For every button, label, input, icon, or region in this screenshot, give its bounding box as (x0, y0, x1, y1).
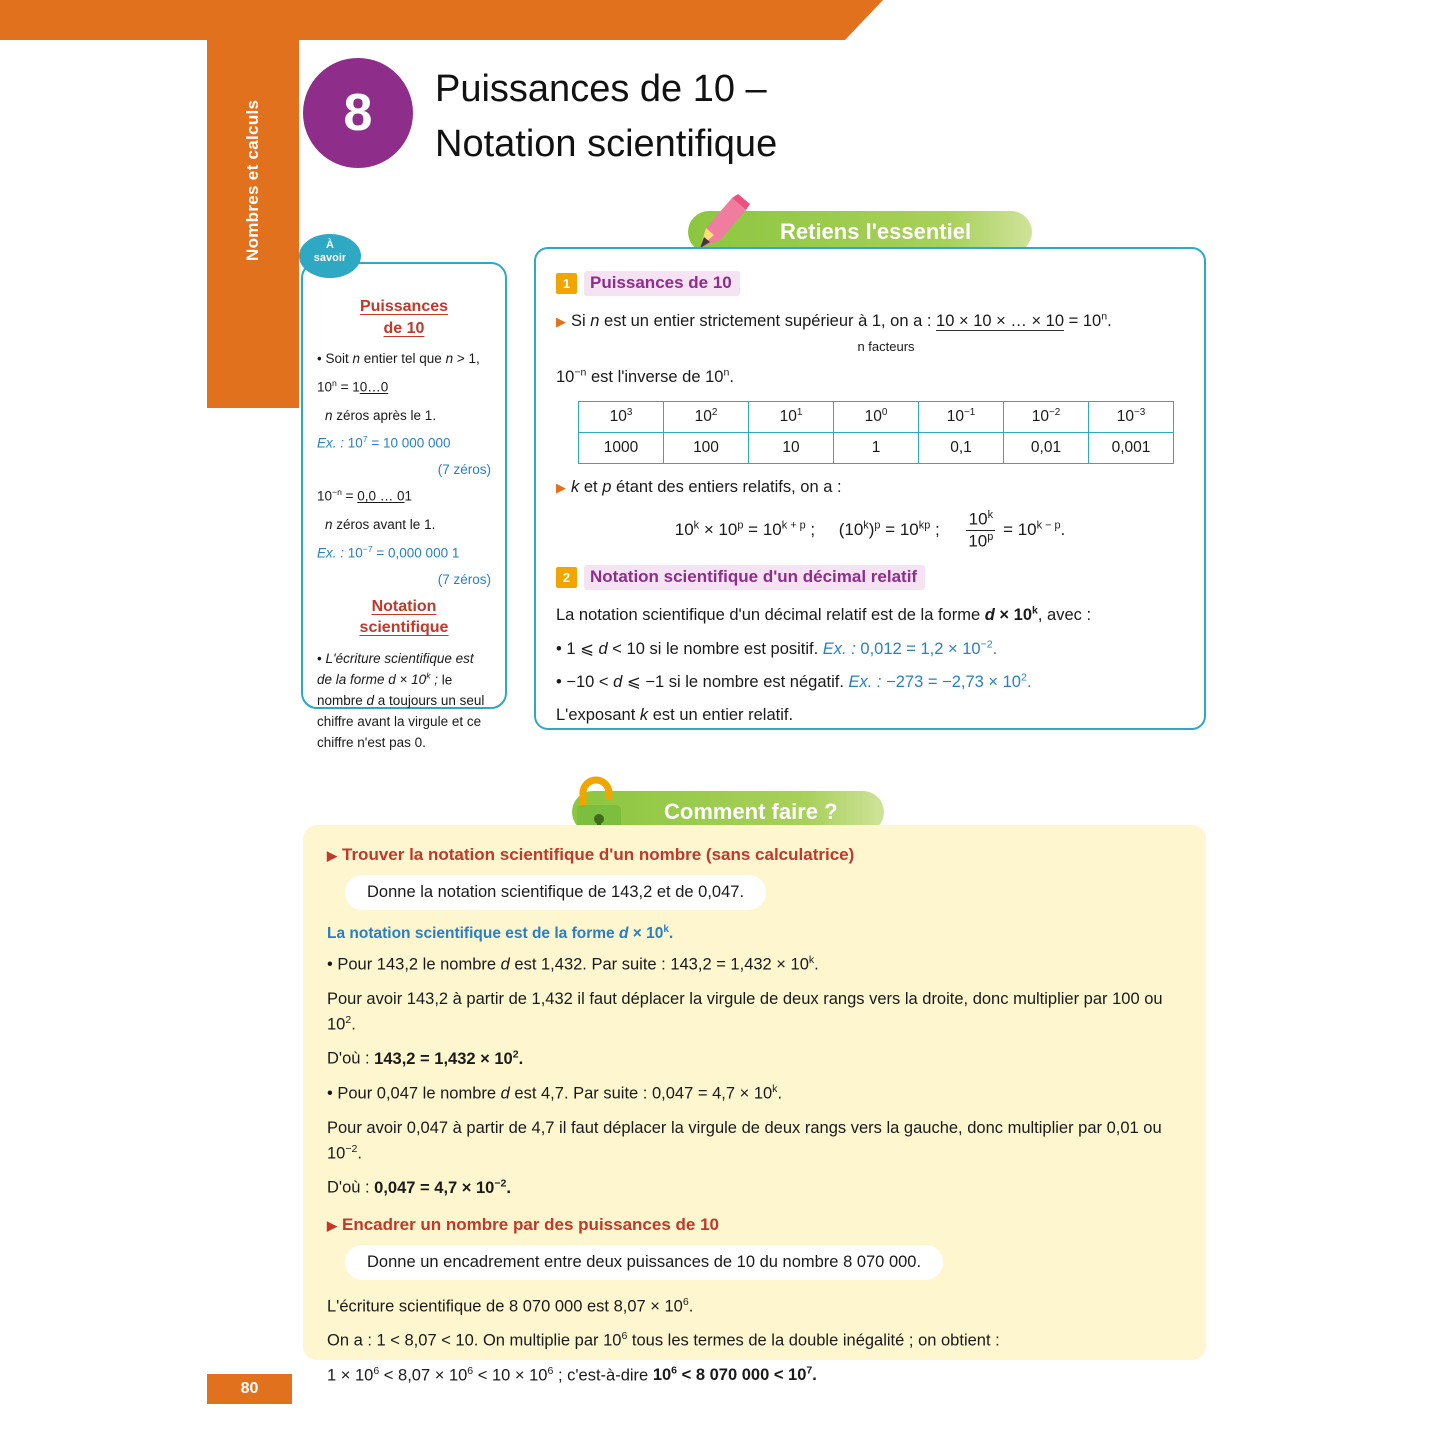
top-orange-banner (0, 0, 845, 40)
essentiel-card (534, 247, 1206, 730)
table-cell: 1000 (579, 432, 664, 463)
side-tab-label: Nombres et calculs (243, 99, 262, 261)
cf-item1-p2: Pour avoir 143,2 à partir de 1,432 il faut déplacer la virgule de deux rangs vers la droite, donc multiplier par 100 ou $10^2$. (327, 989, 1163, 1034)
savoir-p2: $10^n$ = 10…0 (317, 378, 389, 395)
cf-item1-p6: D'où : $0,047 = 4,7 \times 10^{-2}$. (327, 1177, 511, 1197)
savoir-p6: • L'écriture scientifique est de la forme $d \times 10^k$ ; le nombre d a toujours un seul chiffre avant la virgule et ce chiffre n'est pas 0. (317, 650, 485, 751)
cf-item2-p3: $1 \times 10^6 < 8,07 \times 10^6 < 10 \times 10^6$ ; c'est-à-dire $10^6 < 8$ 070 $000 < 10^7$. (327, 1364, 817, 1385)
page-number: 80 (207, 1374, 292, 1404)
section-2-title: Notation scientifique d'un décimal relatif (584, 565, 925, 590)
arrow-bullet-icon: ▶ (556, 314, 566, 329)
cf-item2-question: Donne un encadrement entre deux puissances de 10 du nombre 8 070 000. (345, 1245, 943, 1280)
page-title-line1: Puissances de 10 – (435, 68, 767, 110)
cf-item1-question: Donne la notation scientifique de 143,2 et de 0,047. (345, 875, 766, 910)
section-2-line-2: • 1 ⩽ d < 10 si le nombre est positif. Ex. : $0,012 = 1,2 \times 10^{-2}$. (556, 638, 998, 658)
table-row-values (579, 432, 1174, 463)
cf-item1-heading: ▶ Trouver la notation scientifique d'un nombre (sans calculatrice) (327, 845, 855, 864)
section-2-header (556, 565, 1184, 590)
brace-label: n facteurs (857, 339, 915, 355)
cf-item1-p3: D'où : $143,2 = 1,432 \times 10^2$. (327, 1048, 524, 1068)
savoir-example-1-note: (7 zéros) (437, 462, 491, 478)
table-cell: 0,1 (919, 432, 1004, 463)
cf-item1-p5: Pour avoir 0,047 à partir de 4,7 il faut déplacer la virgule de deux rangs vers la gauche, donc multiplier par 0,01 ou $10^{-2}$. (327, 1118, 1162, 1163)
table-cell: 0,001 (1089, 432, 1174, 463)
savoir-p5: n zéros avant le 1. (325, 516, 436, 532)
section-1-line-3: ▶ k et p étant des entiers relatifs, on a : (556, 477, 842, 496)
table-cell: $10^3$ (579, 401, 664, 432)
savoir-heading-notation: Notation scientifique (359, 597, 449, 637)
savoir-example-2-note: (7 zéros) (437, 571, 491, 587)
table-cell: $10^{-2}$ (1004, 401, 1089, 432)
table-cell: 10 (749, 432, 834, 463)
cf-item1-p1: • Pour 143,2 le nombre d est 1,432. Par suite : $143,2 = 1,432 \times 10^k$. (327, 954, 819, 974)
table-cell: 0,01 (1004, 432, 1089, 463)
page-title-line2: Notation scientifique (435, 123, 778, 166)
arrow-bullet-icon: ▶ (556, 479, 566, 495)
arrow-bullet-icon: ▶ (327, 848, 337, 863)
table-cell: $10^0$ (834, 401, 919, 432)
section-2-number: 2 (556, 567, 577, 588)
table-row-headers (579, 401, 1174, 432)
section-2-line-3: • −10 < d ⩽ −1 si le nombre est négatif. Ex. : $-273 = -2,73 \times 10^2$. (556, 671, 1032, 691)
cf-item2-p2: On a : 1 < 8,07 < 10. On multiplie par $10^6$ tous les termes de la double inégalité ; on obtient : (327, 1330, 1000, 1350)
savoir-p3: n zéros après le 1. (325, 407, 437, 423)
cf-item2-heading: ▶ Encadrer un nombre par des puissances de 10 (327, 1214, 719, 1234)
table-cell: $10^{-1}$ (919, 401, 1004, 432)
chapter-number-badge: 8 (303, 58, 413, 168)
comment-faire-card (303, 825, 1206, 1385)
section-1-formulas (556, 509, 1184, 551)
cf-item2-p1: L'écriture scientifique de 8 070 000 est $8,07 \times 10^6$. (327, 1295, 694, 1316)
section-1-line-1: ▶ Si n est un entier strictement supérieur à 1, on a : 10 × 10 × … × $10 = 10^n$. n facteurs (556, 308, 1184, 358)
cf-item1-sub: La notation scientifique est de la forme $d \times 10^k$. (327, 924, 674, 943)
table-cell: $10^1$ (749, 401, 834, 432)
savoir-p1: • Soit n entier tel que n > 1, (317, 351, 480, 367)
savoir-heading-powers: Puissances de 10 (359, 298, 449, 337)
powers-table (578, 401, 1174, 464)
cf-item1-p4: • Pour 0,047 le nombre d est 4,7. Par suite : $0,047 = 4,7 \times 10^k$. (327, 1082, 783, 1103)
arrow-bullet-icon: ▶ (327, 1217, 337, 1233)
table-cell: $10^{-3}$ (1089, 401, 1174, 432)
retiens-essentiel-banner: Retiens l'essentiel (688, 211, 1032, 253)
table-cell: 1 (834, 432, 919, 463)
section-1-header (556, 271, 1184, 296)
savoir-example-1: Ex. : $10^7 = 10$ 000 000 (317, 434, 451, 451)
formula-quotient-result: = $10^{k - p}$. (1003, 519, 1066, 539)
comment-faire-banner: Comment faire ? (572, 791, 884, 833)
formula-power: $(10^k)^p = 10^{kp}$ ; (838, 519, 940, 539)
a-savoir-bubble: À savoir (299, 234, 361, 278)
top-banner-diagonal (845, 0, 883, 40)
section-1-title: Puissances de 10 (584, 271, 740, 296)
page-title (435, 62, 1135, 172)
formula-quotient-fraction: $\frac{10^k}{10^p}$ (968, 509, 994, 551)
savoir-p4: $10^{-n} = 0,0$ … 01 (317, 487, 413, 504)
section-1-line-2: $10^{-n}$ est l'inverse de 10$^n$. (556, 366, 734, 386)
table-cell: 100 (664, 432, 749, 463)
formula-product: $10^k \times 10^p = 10^{k + p}$ ; (674, 519, 816, 539)
a-savoir-box (301, 262, 507, 751)
section-1-number: 1 (556, 273, 577, 294)
section-2-line-4: L'exposant k est un entier relatif. (556, 706, 794, 725)
table-cell: $10^2$ (664, 401, 749, 432)
savoir-example-2: Ex. : $10^{-7} = 0,000$ 000 1 (317, 543, 460, 561)
section-2-line-1: La notation scientifique d'un décimal relatif est de la forme $d \times 10^k$, avec : (556, 604, 1092, 625)
